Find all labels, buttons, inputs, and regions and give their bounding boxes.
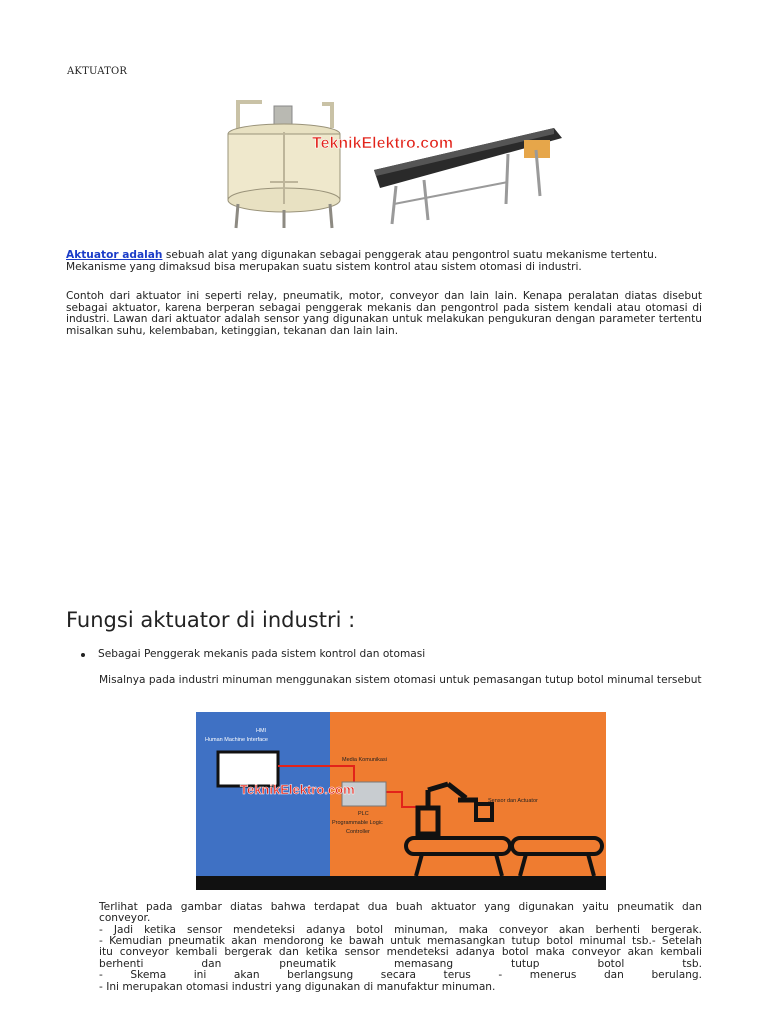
diagram-ground bbox=[196, 876, 606, 890]
explanation-line: - Ini merupakan otomasi industri yang digunakan di manufaktur minuman. bbox=[99, 981, 496, 993]
document-heading: AKTUATOR bbox=[67, 66, 128, 77]
explanation-line: - Jadi ketika sensor mendeteksi adanya botol minuman, maka conveyor akan berhenti bergerak. bbox=[99, 924, 702, 936]
hmi-subtitle: Human Machine Interface bbox=[205, 737, 268, 743]
diagram-watermark: TeknikElektro.com bbox=[240, 782, 355, 797]
watermark-text: TeknikElektro.com bbox=[312, 135, 454, 152]
bullet-text: Sebagai Penggerak mekanis pada sistem kontrol dan otomasi bbox=[98, 648, 426, 660]
explanation-line: - Skema ini akan berlangsung secara terus - menerus dan berulang. bbox=[99, 969, 702, 981]
explanation-line: itu conveyor kembali bergerak dan ketika sensor mendeteksi adanya botol maka conveyor akan kembali bbox=[99, 946, 702, 958]
aktuator-link[interactable]: Aktuator adalah bbox=[66, 249, 163, 261]
media-label: Media Komunikasi bbox=[342, 757, 387, 763]
intro-line2: Mekanisme yang dimaksud bisa merupakan suatu sistem kontrol atau sistem otomasi di industri. bbox=[66, 260, 582, 273]
explanation-line: - Kemudian pneumatik akan mendorong ke bawah untuk memasangkan tutup botol minumal tsb.- Setelah bbox=[99, 935, 702, 947]
aktuator-illustration bbox=[224, 92, 574, 232]
bullet-followup: Misalnya pada industri minuman menggunakan sistem otomasi untuk pemasangan tutup botol minumal tersebut bbox=[99, 674, 702, 686]
automation-diagram bbox=[196, 712, 606, 890]
bullet-dot bbox=[81, 653, 85, 657]
intro-paragraph bbox=[66, 250, 702, 273]
explanation-line: berhenti dan pneumatik memasang tutup botol tsb. bbox=[99, 958, 702, 970]
list-item bbox=[80, 648, 425, 660]
intro-line1-rest: sebuah alat yang digunakan sebagai penggerak atau pengontrol suatu mekanisme tertentu. bbox=[162, 249, 658, 261]
example-paragraph: Contoh dari aktuator ini seperti relay, pneumatik, motor, conveyor dan lain lain. Kenapa peralatan diatas disebut sebagai aktuator, karena berperan sebagai penggerak mekanis dan pengontrol pada sistem kendali atau otomasi di industri. Lawan dari aktuator adalah sensor yang digunakan untuk melakukan pengukuran dengan parameter tertentu misalkan suhu, kelembaban, ketinggian, tekanan dan lain lain. bbox=[66, 290, 702, 337]
plc-sub1: Programmable Logic bbox=[332, 820, 383, 826]
function-list bbox=[80, 648, 425, 660]
explanation-line: Terlihat pada gambar diatas bahwa terdapat dua buah aktuator yang digunakan yaitu pneumatik dan bbox=[99, 901, 702, 913]
section-title: Fungsi aktuator di industri : bbox=[66, 608, 356, 632]
plc-label: PLC bbox=[358, 811, 369, 817]
plc-sub2: Controller bbox=[346, 829, 370, 835]
hmi-title: HMI bbox=[256, 728, 267, 734]
sensor-label: Sensor dan Actuator bbox=[488, 798, 538, 804]
hmi-screen bbox=[218, 752, 278, 786]
explanation-line: conveyor. bbox=[99, 912, 151, 924]
